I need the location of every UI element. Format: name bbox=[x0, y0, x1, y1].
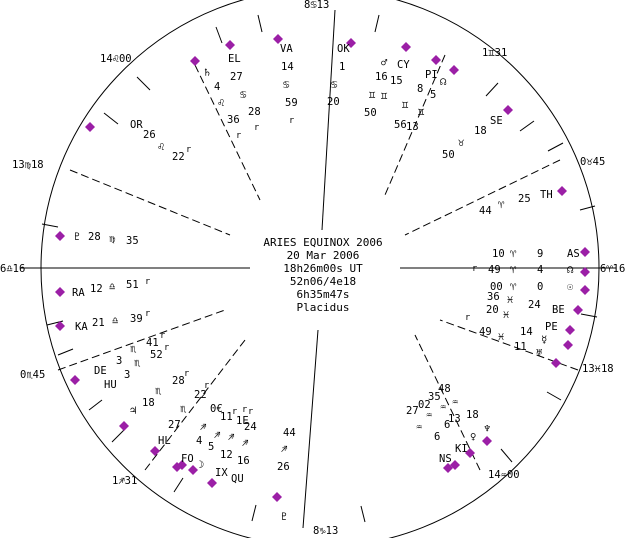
planet-name: ♅ bbox=[536, 347, 543, 359]
chart-title: ARIES EQUINOX 2006 bbox=[263, 236, 383, 249]
planet-name: CY bbox=[397, 59, 410, 71]
planet-marker bbox=[70, 375, 80, 385]
planet-minute: 10 bbox=[492, 248, 505, 260]
planet-degree: 12 bbox=[90, 283, 103, 295]
planet-degree: 6 bbox=[444, 419, 451, 431]
planet-degree: 18 bbox=[142, 397, 155, 409]
retrograde-mark: r bbox=[472, 264, 478, 274]
planet-sign: ♏ bbox=[130, 343, 137, 355]
retrograde-mark: r bbox=[289, 116, 295, 126]
planet-name: VA bbox=[280, 43, 293, 55]
planet-minute: 36 bbox=[487, 291, 500, 303]
retrograde-mark: r bbox=[145, 309, 151, 319]
planet-name: DE bbox=[94, 365, 107, 377]
planet-sign: ♌ bbox=[218, 97, 225, 109]
planet-marker bbox=[55, 287, 65, 297]
planet-minute: 48 bbox=[438, 383, 451, 395]
planet-sign: ♍ bbox=[109, 233, 116, 245]
planet-minute: 59 bbox=[285, 97, 298, 109]
planet-minute: 22 bbox=[172, 151, 185, 163]
planet-name: RA bbox=[72, 287, 85, 299]
planet-sign: ♒ bbox=[440, 401, 447, 413]
planet-degree: 4 bbox=[214, 81, 221, 93]
planet-sign: ♊ bbox=[369, 89, 376, 101]
planet-minute: 56 bbox=[394, 119, 407, 131]
planet-minute: 44 bbox=[479, 205, 492, 217]
planet-degree: 11 bbox=[514, 341, 527, 353]
planet-name: SE bbox=[490, 115, 503, 127]
planet-name: QU bbox=[231, 473, 244, 485]
planet-marker bbox=[207, 478, 217, 488]
planet-name: HL bbox=[158, 435, 171, 447]
planet-name: OK bbox=[337, 43, 350, 55]
retrograde-mark: r bbox=[164, 343, 170, 353]
planet-sign: ♐ bbox=[228, 431, 235, 443]
planet-degree: 16 bbox=[375, 71, 388, 83]
cusp-label: 14♌00 bbox=[100, 53, 132, 65]
cusp-label: 1♐31 bbox=[112, 475, 138, 487]
planet-name: ♇ bbox=[281, 511, 288, 523]
planet-name: KA bbox=[75, 321, 88, 333]
planet-sign: ♒ bbox=[416, 421, 423, 433]
planet-minute: 00 bbox=[490, 281, 503, 293]
planet-minute: 11 bbox=[220, 411, 233, 423]
retrograde-mark: r bbox=[160, 331, 166, 341]
retrograde-mark: r bbox=[248, 407, 254, 417]
planet-degree: 12 bbox=[220, 449, 233, 461]
planet-marker bbox=[150, 446, 160, 456]
planet-minute: 1E bbox=[236, 415, 249, 427]
cusp-label: 13♓18 bbox=[582, 363, 614, 375]
planet-marker bbox=[190, 56, 200, 66]
planet-degree: 27 bbox=[406, 405, 419, 417]
planet-name: ♇ bbox=[74, 231, 81, 243]
planet-degree: 3 bbox=[124, 369, 131, 381]
chart-sidereal-time: 6h35m47s bbox=[296, 288, 350, 301]
planet-name: TH bbox=[540, 189, 553, 201]
planet-name: ♀ bbox=[470, 431, 477, 443]
retrograde-mark: r bbox=[236, 131, 242, 141]
planet-degree: 13 bbox=[448, 413, 461, 425]
planet-minute: 35 bbox=[428, 391, 441, 403]
retrograde-mark: r bbox=[184, 369, 190, 379]
planet-minute: 0€ bbox=[210, 403, 223, 415]
planet-name: PE bbox=[545, 321, 558, 333]
planet-minute: 13 bbox=[406, 121, 419, 133]
planet-degree: 1 bbox=[339, 61, 346, 73]
planet-marker bbox=[563, 340, 573, 350]
planet-sign: ♋ bbox=[240, 89, 247, 101]
planet-marker bbox=[119, 421, 129, 431]
chart-house-system: Placidus bbox=[296, 301, 350, 314]
planet-marker bbox=[225, 40, 235, 50]
planet-degree: 15 bbox=[390, 75, 403, 87]
planet-name: ☿ bbox=[541, 334, 548, 346]
planet-name: ♆ bbox=[484, 423, 491, 435]
planet-degree: 25 bbox=[518, 193, 531, 205]
retrograde-mark: r bbox=[145, 277, 151, 287]
planet-marker bbox=[573, 305, 583, 315]
planet-degree: 5 bbox=[208, 441, 215, 453]
planet-sign: ♐ bbox=[242, 437, 249, 449]
planet-sign: ♊ bbox=[402, 99, 409, 111]
planet-marker bbox=[557, 186, 567, 196]
planet-minute: 49 bbox=[488, 264, 501, 276]
planet-degree: 8 bbox=[417, 83, 424, 95]
retrograde-mark: r bbox=[204, 381, 210, 391]
planet-marker bbox=[503, 105, 513, 115]
chart-info bbox=[238, 236, 408, 314]
planet-marker bbox=[482, 436, 492, 446]
planet-minute: 41 bbox=[146, 337, 159, 349]
planet-degree: 5 bbox=[430, 89, 437, 101]
cusp-label: 13♍18 bbox=[12, 159, 44, 171]
planet-sign: ♈ bbox=[510, 248, 517, 260]
retrograde-mark: r bbox=[254, 123, 260, 133]
planet-degree: 9 bbox=[537, 248, 544, 260]
planet-degree: 0 bbox=[537, 281, 544, 293]
planet-minute: 24 bbox=[244, 421, 257, 433]
planet-minute: 36 bbox=[227, 114, 240, 126]
planet-name: ☊ bbox=[440, 76, 447, 88]
planet-name: OR bbox=[130, 119, 143, 131]
planet-minute: 20 bbox=[327, 96, 340, 108]
planet-sign: ♏ bbox=[134, 357, 141, 369]
planet-name: EL bbox=[228, 53, 241, 65]
cusp-label: 8♑13 bbox=[313, 525, 339, 537]
planet-sign: ♊ bbox=[418, 106, 425, 118]
planet-sign: ♐ bbox=[281, 443, 288, 455]
planet-degree: 14 bbox=[520, 326, 533, 338]
planet-marker bbox=[188, 465, 198, 475]
planet-minute: 52 bbox=[150, 349, 163, 361]
planet-degree: 18 bbox=[474, 125, 487, 137]
planet-minute: 20 bbox=[486, 304, 499, 316]
planet-sign: ♓ bbox=[498, 331, 505, 343]
planet-degree: 4 bbox=[537, 264, 544, 276]
planet-minute: 28 bbox=[172, 375, 185, 387]
retrograde-mark: r bbox=[186, 145, 192, 155]
planet-minute: 51 bbox=[126, 279, 139, 291]
planet-name: HU bbox=[104, 379, 117, 391]
planet-degree: 24 bbox=[528, 299, 541, 311]
planet-minute: 39 bbox=[130, 313, 143, 325]
cusp-label: 0♏45 bbox=[20, 369, 46, 381]
chart-date: 20 Mar 2006 bbox=[286, 249, 360, 262]
planet-sign: ♓ bbox=[503, 309, 510, 321]
planet-degree: 21 bbox=[92, 317, 105, 329]
planet-name: ☽ bbox=[198, 459, 205, 471]
planet-minute: 49 bbox=[479, 326, 492, 338]
retrograde-mark: r bbox=[232, 407, 238, 417]
cusp-label: 6♎16 bbox=[0, 263, 26, 275]
planet-name: ☊ bbox=[567, 264, 574, 276]
planet-sign: ♒ bbox=[452, 396, 459, 408]
planet-sign: ♎ bbox=[109, 281, 116, 293]
planet-sign: ♏ bbox=[180, 403, 187, 415]
cusp-label: 1♊31 bbox=[482, 47, 508, 59]
planet-degree: 26 bbox=[277, 461, 290, 473]
planet-name: BE bbox=[552, 304, 565, 316]
planet-name: AS bbox=[567, 248, 580, 260]
planet-degree: 26 bbox=[143, 129, 156, 141]
planet-marker bbox=[580, 247, 590, 257]
planet-minute: 22 bbox=[194, 389, 207, 401]
chart-time: 18h26m00s UT bbox=[283, 262, 363, 275]
cusp-label: 8♋13 bbox=[304, 0, 330, 11]
planet-sign: ♎ bbox=[112, 315, 119, 327]
planet-name: ♄ bbox=[204, 67, 211, 79]
planet-name: NS bbox=[439, 453, 452, 465]
planet-marker bbox=[401, 42, 411, 52]
planet-sign: ♒ bbox=[426, 409, 433, 421]
planet-name: FO bbox=[181, 453, 194, 465]
planet-minute: 02 bbox=[418, 399, 431, 411]
retrograde-mark: r bbox=[242, 405, 248, 415]
chart-location: 52n06/4e18 bbox=[289, 275, 357, 288]
planet-degree: 3 bbox=[116, 355, 123, 367]
planet-sign: ♏ bbox=[155, 385, 162, 397]
planet-minute: 28 bbox=[248, 106, 261, 118]
planet-degree: 28 bbox=[88, 231, 101, 243]
planet-minute: 50 bbox=[364, 107, 377, 119]
planet-name: ♂ bbox=[381, 57, 388, 69]
planet-sign: ♋ bbox=[283, 79, 290, 91]
planet-sign: ♐ bbox=[200, 421, 207, 433]
planet-degree: 18 bbox=[466, 409, 479, 421]
planet-marker bbox=[449, 65, 459, 75]
cusp-label: 14♒00 bbox=[488, 469, 520, 481]
cusp-label: 6♈16 bbox=[600, 263, 626, 275]
planet-minute: 44 bbox=[283, 427, 296, 439]
planet-marker bbox=[272, 492, 282, 502]
planet-marker bbox=[85, 122, 95, 132]
planet-sign: ♈ bbox=[510, 264, 517, 276]
planet-name: KI bbox=[455, 443, 468, 455]
retrograde-mark: r bbox=[465, 313, 471, 323]
cusp-label: 0♉45 bbox=[580, 156, 606, 168]
planet-marker bbox=[551, 358, 561, 368]
planet-marker bbox=[580, 285, 590, 295]
planet-sign: ♊ bbox=[381, 90, 388, 102]
planet-name: ☉ bbox=[567, 281, 574, 293]
planet-sign: ♋ bbox=[331, 79, 338, 91]
planet-degree: 14 bbox=[281, 61, 294, 73]
planet-sign: ♌ bbox=[158, 141, 165, 153]
planet-sign: ♓ bbox=[507, 294, 514, 306]
planet-degree: 27 bbox=[230, 71, 243, 83]
planet-marker bbox=[431, 55, 441, 65]
planet-degree: 27 bbox=[168, 419, 181, 431]
planet-sign: ♐ bbox=[214, 429, 221, 441]
planet-sign: ♈ bbox=[498, 199, 505, 211]
planet-sign: ♉ bbox=[458, 137, 465, 149]
planet-name: PI bbox=[425, 69, 438, 81]
planet-degree: 4 bbox=[196, 435, 203, 447]
planet-name: IX bbox=[215, 467, 228, 479]
planet-degree: 16 bbox=[237, 455, 250, 467]
planet-sign: ♈ bbox=[510, 281, 517, 293]
planet-marker bbox=[565, 325, 575, 335]
planet-minute: 35 bbox=[126, 235, 139, 247]
planet-degree: 6 bbox=[434, 431, 441, 443]
planet-minute: 50 bbox=[442, 149, 455, 161]
planet-name: ♃ bbox=[130, 405, 137, 417]
planet-marker bbox=[55, 231, 65, 241]
